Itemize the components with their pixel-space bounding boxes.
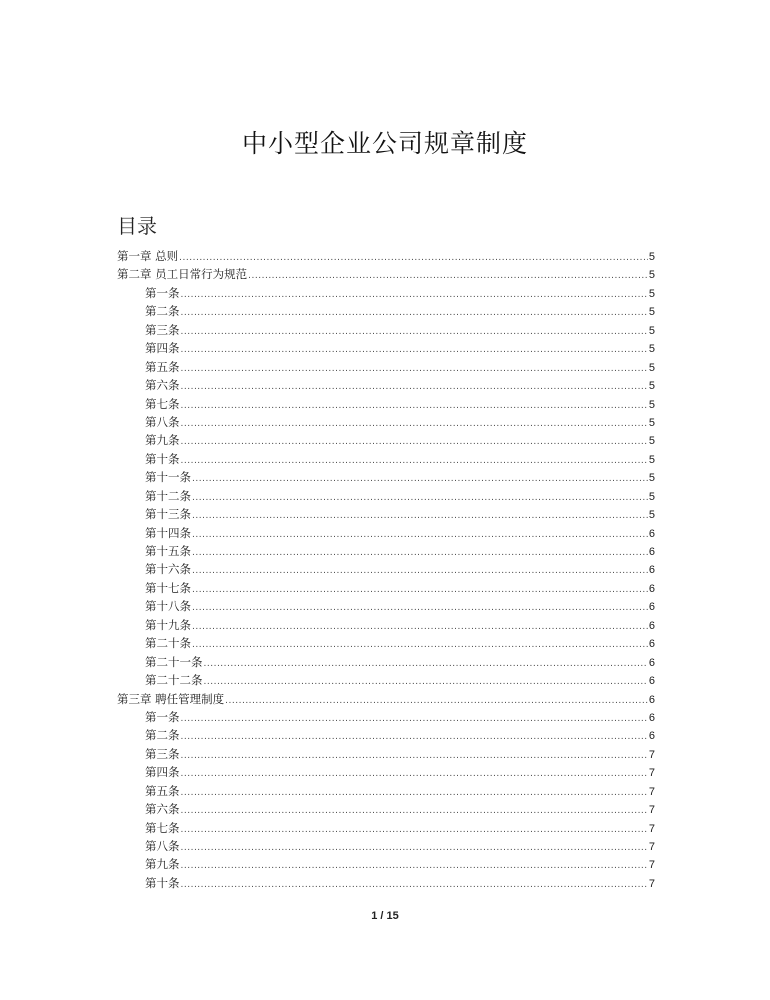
- toc-article-entry[interactable]: [117, 376, 655, 394]
- toc-entry-label: 第十条: [145, 875, 180, 890]
- toc-article-entry[interactable]: [117, 321, 655, 339]
- toc-entry-page-number: 5: [648, 380, 655, 393]
- toc-article-entry[interactable]: [117, 431, 655, 449]
- toc-article-entry[interactable]: [117, 413, 655, 431]
- toc-entry-label: 第八条: [145, 839, 180, 853]
- toc-entry-page-number: 5: [648, 509, 655, 522]
- toc-entry-label: 第二十二条: [145, 673, 203, 688]
- toc-dot-leader: [181, 286, 648, 304]
- toc-entry-label: 第五条: [145, 783, 180, 798]
- toc-article-entry[interactable]: [117, 726, 655, 744]
- toc-article-entry[interactable]: [117, 542, 655, 560]
- toc-entry-label: 第八条: [145, 414, 180, 429]
- toc-article-entry[interactable]: [117, 505, 655, 523]
- toc-article-entry[interactable]: [117, 800, 655, 818]
- toc-entry-label: 第十四条: [145, 525, 191, 540]
- toc-entry-page-number: 5: [648, 398, 655, 411]
- toc-dot-leader: [192, 562, 648, 580]
- toc-chapter-entry[interactable]: [117, 690, 655, 708]
- toc-article-entry[interactable]: [117, 671, 655, 689]
- toc-article-entry[interactable]: [117, 616, 655, 634]
- toc-entry-page-number: 5: [648, 416, 655, 429]
- toc-dot-leader: [181, 839, 648, 857]
- toc-dot-leader: [192, 581, 648, 599]
- toc-entry-label: 第一章 总则: [117, 249, 179, 263]
- toc-dot-leader: [181, 433, 648, 451]
- toc-article-entry[interactable]: [117, 653, 655, 671]
- toc-article-entry[interactable]: [117, 579, 655, 597]
- toc-article-entry[interactable]: [117, 855, 655, 873]
- toc-entry-page-number: 7: [648, 785, 655, 798]
- toc-dot-leader: [248, 267, 648, 285]
- toc-entry-page-number: 6: [648, 582, 655, 595]
- toc-article-entry[interactable]: [117, 763, 655, 781]
- toc-entry-label: 第三条: [145, 746, 180, 761]
- toc-dot-leader: [192, 544, 648, 562]
- toc-article-entry[interactable]: [117, 358, 655, 376]
- toc-article-entry[interactable]: [117, 339, 655, 357]
- toc-dot-leader: [181, 765, 648, 783]
- toc-entry-page-number: 7: [648, 748, 655, 761]
- toc-entry-page-number: 5: [648, 306, 655, 319]
- toc-entry-label: 第二十一条: [145, 654, 203, 669]
- toc-dot-leader: [192, 526, 648, 544]
- toc-entry-page-number: 5: [648, 361, 655, 374]
- page-number: 1 / 15: [371, 910, 399, 922]
- toc-entry-label: 第七条: [145, 396, 180, 411]
- toc-dot-leader: [192, 470, 648, 488]
- toc-entry-page-number: 6: [648, 693, 655, 706]
- toc-entry-label: 第六条: [145, 802, 180, 817]
- toc-dot-leader: [181, 876, 648, 894]
- toc-entry-page-number: 5: [648, 472, 655, 485]
- toc-dot-leader: [181, 415, 648, 433]
- toc-dot-leader: [192, 599, 648, 617]
- toc-entry-page-number: 7: [648, 767, 655, 780]
- toc-entry-label: 第十九条: [145, 617, 191, 632]
- toc-entry-page-number: 5: [648, 343, 655, 356]
- toc-entry-label: 第十二条: [145, 488, 191, 503]
- toc-dot-leader: [181, 304, 648, 322]
- toc-dot-leader: [181, 821, 648, 839]
- toc-entry-label: 第九条: [145, 433, 180, 448]
- toc-dot-leader: [181, 728, 648, 746]
- toc-dot-leader: [181, 397, 648, 415]
- toc-entry-label: 第一条: [145, 709, 180, 724]
- toc-entry-label: 第十六条: [145, 562, 191, 577]
- toc-article-entry[interactable]: [117, 874, 655, 892]
- toc-article-entry[interactable]: [117, 782, 655, 800]
- toc-article-entry[interactable]: [117, 450, 655, 468]
- toc-chapter-entry[interactable]: [117, 247, 655, 265]
- toc-entry-page-number: 5: [648, 287, 655, 300]
- toc-entry-page-number: 6: [648, 656, 655, 669]
- toc-entry-page-number: 5: [648, 324, 655, 337]
- toc-article-entry[interactable]: [117, 468, 655, 486]
- toc-dot-leader: [181, 341, 648, 359]
- toc-entry-label: 第五条: [145, 359, 180, 374]
- toc-dot-leader: [192, 507, 648, 525]
- toc-article-entry[interactable]: [117, 708, 655, 726]
- document-title: 中小型企业公司规章制度: [241, 129, 528, 158]
- toc-entry-page-number: 5: [648, 490, 655, 503]
- toc-entry-page-number: 5: [648, 269, 655, 282]
- toc-article-entry[interactable]: [117, 745, 655, 763]
- toc-entry-page-number: 7: [648, 822, 655, 835]
- toc-article-entry[interactable]: [117, 560, 655, 578]
- toc-entry-page-number: 6: [648, 619, 655, 632]
- toc-entry-label: 第三条: [145, 322, 180, 337]
- toc-entry-label: 第一条: [145, 285, 180, 300]
- toc-heading: 目录: [117, 214, 157, 238]
- toc-dot-leader: [204, 673, 648, 691]
- toc-dot-leader: [192, 636, 648, 654]
- toc-entry-label: 第十一条: [145, 470, 191, 485]
- toc-entry-page-number: 6: [648, 527, 655, 540]
- toc-dot-leader: [181, 710, 648, 728]
- toc-entry-label: 第十条: [145, 451, 180, 466]
- toc-entry-page-number: 7: [648, 841, 655, 853]
- toc-article-entry[interactable]: [117, 487, 655, 505]
- table-of-contents: [117, 247, 655, 892]
- toc-entry-page-number: 6: [648, 601, 655, 614]
- toc-entry-label: 第九条: [145, 857, 180, 872]
- toc-chapter-entry[interactable]: [117, 265, 655, 283]
- toc-dot-leader: [192, 489, 648, 507]
- toc-article-entry[interactable]: [117, 819, 655, 837]
- toc-entry-page-number: 6: [648, 730, 655, 743]
- toc-entry-label: 第二条: [145, 304, 180, 319]
- toc-entry-label: 第六条: [145, 378, 180, 393]
- toc-entry-page-number: 6: [648, 638, 655, 651]
- toc-entry-label: 第四条: [145, 765, 180, 780]
- toc-entry-label: 第四条: [145, 341, 180, 356]
- toc-entry-page-number: 6: [648, 711, 655, 724]
- toc-article-entry[interactable]: [117, 634, 655, 652]
- toc-article-entry[interactable]: [117, 284, 655, 302]
- toc-dot-leader: [179, 249, 648, 267]
- toc-article-entry[interactable]: [117, 395, 655, 413]
- toc-dot-leader: [181, 378, 648, 396]
- toc-entry-label: 第十八条: [145, 599, 191, 614]
- toc-entry-label: 第十三条: [145, 507, 191, 522]
- toc-article-entry[interactable]: [117, 302, 655, 320]
- toc-article-entry[interactable]: [117, 524, 655, 542]
- toc-entry-page-number: 7: [648, 877, 655, 890]
- toc-entry-label: 第十五条: [145, 544, 191, 558]
- toc-entry-page-number: 6: [648, 675, 655, 688]
- toc-entry-page-number: 5: [648, 251, 655, 263]
- toc-dot-leader: [181, 802, 648, 820]
- toc-entry-page-number: 5: [648, 453, 655, 466]
- toc-dot-leader: [192, 618, 648, 636]
- toc-entry-page-number: 7: [648, 859, 655, 872]
- toc-dot-leader: [181, 747, 648, 765]
- toc-dot-leader: [204, 655, 648, 673]
- toc-entry-label: 第七条: [145, 820, 180, 835]
- toc-dot-leader: [225, 692, 648, 710]
- toc-article-entry[interactable]: [117, 597, 655, 615]
- toc-article-entry[interactable]: [117, 837, 655, 855]
- toc-dot-leader: [181, 784, 648, 802]
- toc-entry-label: 第二条: [145, 728, 180, 743]
- toc-entry-page-number: 7: [648, 804, 655, 817]
- toc-entry-page-number: 6: [648, 564, 655, 577]
- toc-dot-leader: [181, 360, 648, 378]
- toc-entry-label: 第三章 聘任管理制度: [117, 691, 225, 706]
- toc-entry-label: 第二十条: [145, 636, 191, 651]
- toc-entry-page-number: 5: [648, 435, 655, 448]
- toc-entry-label: 第二章 员工日常行为规范: [117, 267, 248, 282]
- toc-dot-leader: [181, 857, 648, 875]
- toc-dot-leader: [181, 452, 648, 470]
- toc-entry-page-number: 6: [648, 546, 655, 558]
- toc-dot-leader: [181, 323, 648, 341]
- toc-entry-label: 第十七条: [145, 580, 191, 595]
